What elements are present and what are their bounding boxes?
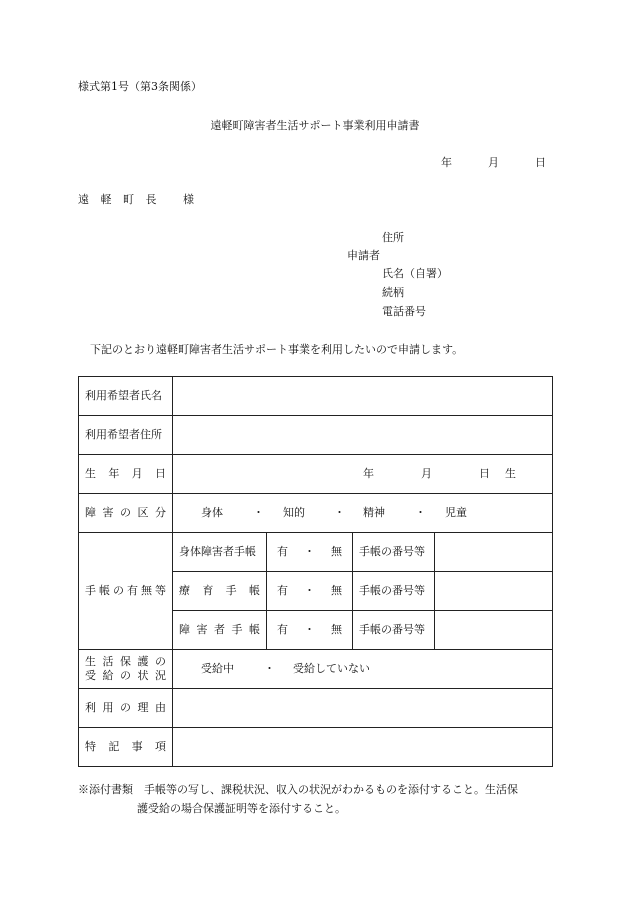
applicant-address-field[interactable] <box>173 416 553 455</box>
applicant-relationship-label: 続柄 <box>382 286 404 299</box>
applicant-address-header: 利用希望者住所 <box>79 416 173 455</box>
row-special-notes <box>79 728 553 767</box>
birth-year-label: 年 <box>363 467 374 480</box>
option-intellectual[interactable]: 知的 <box>283 506 305 519</box>
separator-dot: ・ <box>334 506 345 519</box>
row-handbook-physical <box>79 533 553 572</box>
applicant-name-header: 利用希望者氏名 <box>79 377 173 416</box>
handbook-number-label: 手帳の番号等 <box>353 572 435 611</box>
welfare-status-header: 生 活 保 護 の 受 給 の 状 況 <box>79 650 173 689</box>
birth-month-label: 月 <box>421 467 432 480</box>
row-birthdate <box>79 455 553 494</box>
row-applicant-name <box>79 377 553 416</box>
row-applicant-address <box>79 416 553 455</box>
applicant-label: 申請者 <box>347 249 380 262</box>
date-day-label: 日 <box>535 156 546 169</box>
attachment-footnote <box>78 780 552 818</box>
date-year-label: 年 <box>441 156 452 169</box>
separator-dot: ・ <box>415 506 426 519</box>
form-number: 様式第1号（第3条関係） <box>78 80 202 93</box>
special-notes-field[interactable] <box>173 728 553 767</box>
option-mental[interactable]: 精神 <box>363 506 385 519</box>
option-physical[interactable]: 身体 <box>201 506 223 519</box>
handbook-type-rehabilitation: 療 育 手 帳 <box>173 572 267 611</box>
handbook-number-label: 手帳の番号等 <box>353 611 435 650</box>
birthdate-header: 生 年 月 日 <box>79 455 173 494</box>
birth-suffix-label: 生 <box>505 467 516 480</box>
intro-text: 下記のとおり遠軽町障害者生活サポート事業を利用したいので申請します。 <box>90 343 464 356</box>
separator-dot: ・ <box>253 506 264 519</box>
welfare-status-options <box>173 650 553 689</box>
handbook-number-label: 手帳の番号等 <box>353 533 435 572</box>
handbook-type-physical: 身体障害者手帳 <box>173 533 267 572</box>
row-welfare-status <box>79 650 553 689</box>
handbook-rehabilitation-number-field[interactable] <box>435 572 553 611</box>
disability-category-header: 障 害 の 区 分 <box>79 494 173 533</box>
row-usage-reason <box>79 689 553 728</box>
option-not-receiving[interactable]: 受給していない <box>293 662 370 675</box>
document-title: 遠軽町障害者生活サポート事業利用申請書 <box>210 119 420 132</box>
addressee: 遠 軽 町 長 様 <box>78 193 198 206</box>
usage-reason-field[interactable] <box>173 689 553 728</box>
applicant-phone-label: 電話番号 <box>382 305 426 318</box>
date-month-label: 月 <box>488 156 499 169</box>
handbook-rehabilitation-possession[interactable]: 有 ・ 無 <box>267 572 353 611</box>
footnote-line-1: ※添付書類 手帳等の写し、課税状況、収入の状況がわかるものを添付すること。生活保 <box>78 783 518 796</box>
application-table <box>78 376 553 767</box>
applicant-name-label: 氏名（自署） <box>382 267 448 280</box>
handbook-header: 手 帳 の 有 無 等 <box>79 533 173 650</box>
handbook-physical-number-field[interactable] <box>435 533 553 572</box>
birthdate-field[interactable] <box>173 455 553 494</box>
separator-dot: ・ <box>264 662 275 675</box>
applicant-address-label: 住所 <box>382 231 404 244</box>
disability-category-options <box>173 494 553 533</box>
birth-day-label: 日 <box>479 467 490 480</box>
handbook-disability-possession[interactable]: 有 ・ 無 <box>267 611 353 650</box>
usage-reason-header: 利 用 の 理 由 <box>79 689 173 728</box>
footnote-line-2: 護受給の場合保護証明等を添付すること。 <box>137 802 346 815</box>
handbook-disability-number-field[interactable] <box>435 611 553 650</box>
option-child[interactable]: 児童 <box>445 506 467 519</box>
row-disability-category <box>79 494 553 533</box>
special-notes-header: 特 記 事 項 <box>79 728 173 767</box>
applicant-name-field[interactable] <box>173 377 553 416</box>
option-receiving[interactable]: 受給中 <box>201 662 234 675</box>
handbook-type-disability: 障 害 者 手 帳 <box>173 611 267 650</box>
handbook-physical-possession[interactable]: 有 ・ 無 <box>267 533 353 572</box>
